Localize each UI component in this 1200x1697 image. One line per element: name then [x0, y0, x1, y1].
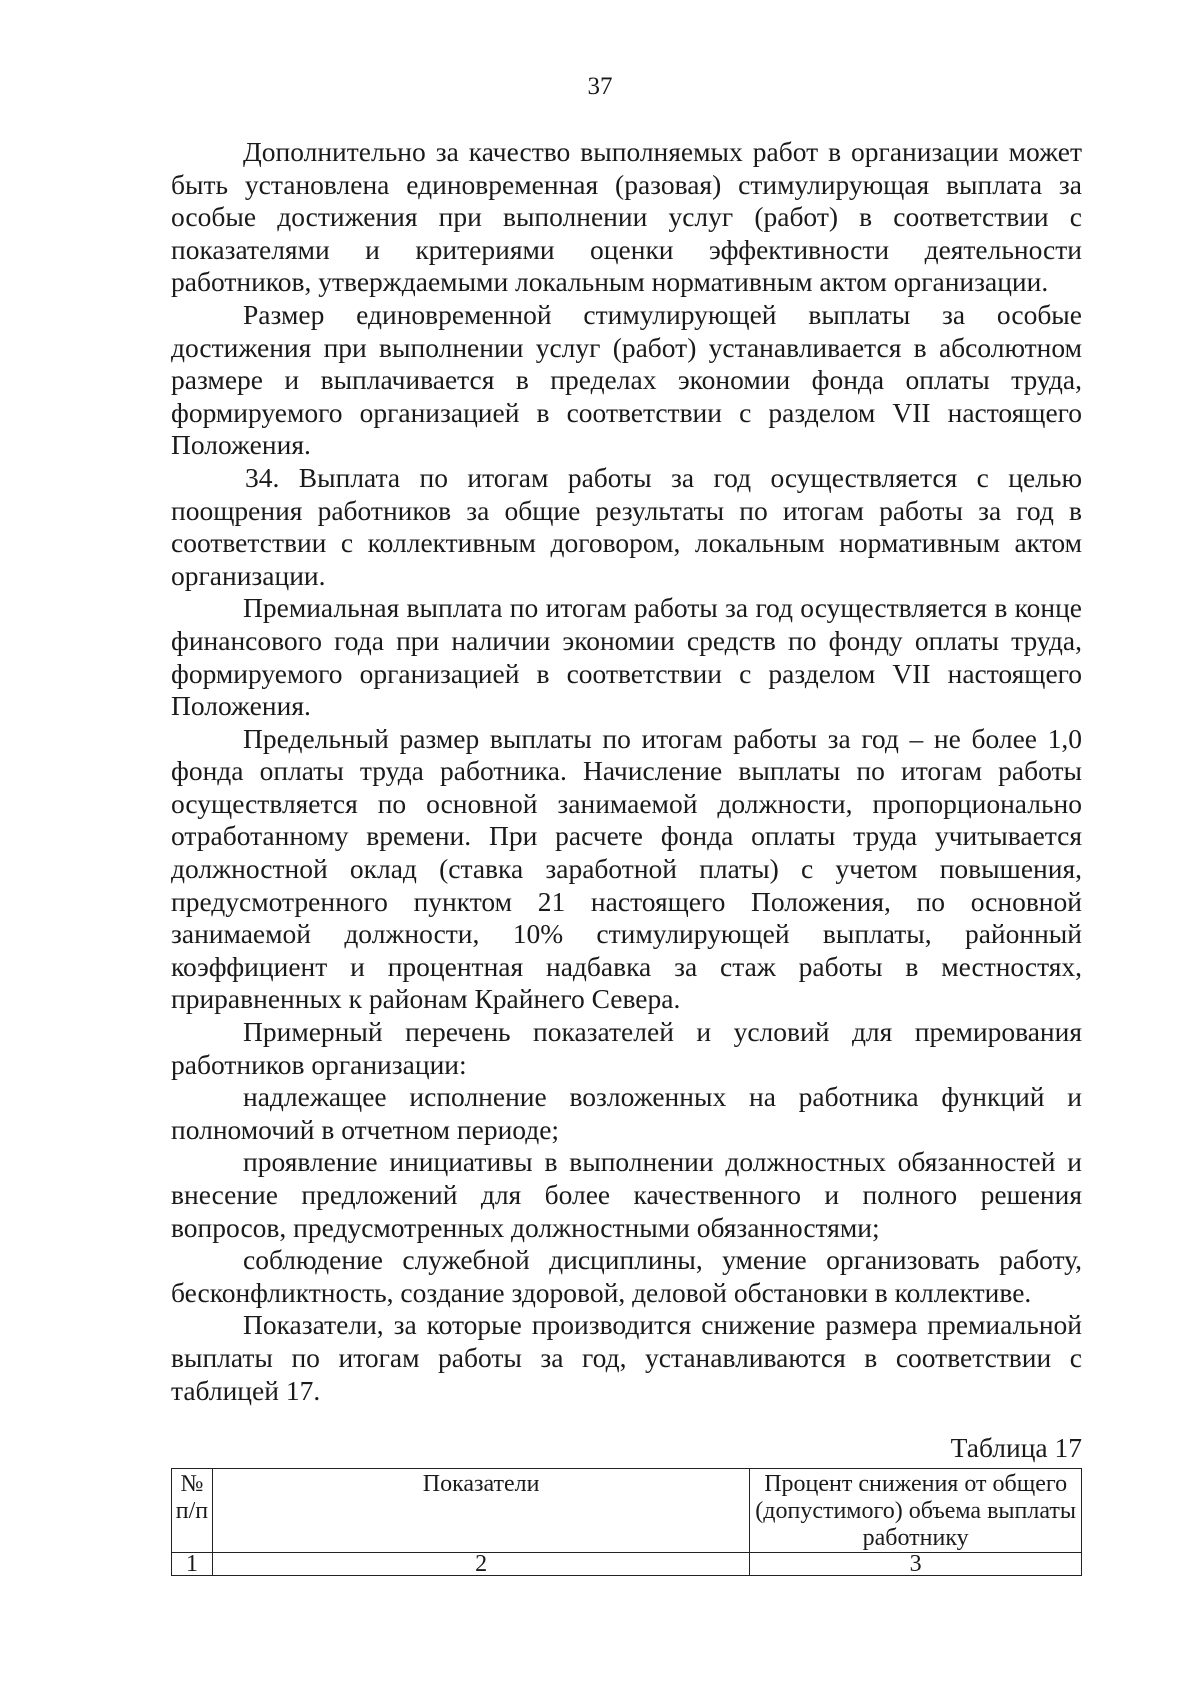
- table-caption: Таблица 17: [950, 1432, 1082, 1463]
- indicators-table: [171, 1468, 1082, 1576]
- paragraph: Предельный размер выплаты по итогам работы за год – не более 1,0 фонда оплаты труда работника. Начисление выплаты по итогам работы осуществляется по основной занимаемой должности, пропорционально отработанному времени. При расчете фонда оплаты труда учитывается должностной оклад (ставка заработной платы) с учетом повышения, предусмотренного пунктом 21 настоящего Положения, по основной занимаемой должности, 10% стимулирующей выплаты, районный коэффициент и процентная надбавка за стаж работы в местностях, приравненных к районам Крайнего Севера.: [171, 722, 1082, 1015]
- column-number-cell: 3: [750, 1553, 1082, 1576]
- header-cell-percent: Процент снижения от общего (допустимого) объема выплаты работнику: [750, 1469, 1082, 1553]
- column-number-cell: 1: [172, 1553, 213, 1576]
- document-body: [171, 136, 1082, 1407]
- column-number-cell: 2: [212, 1553, 749, 1576]
- header-cell-number: № п/п: [172, 1469, 213, 1553]
- paragraph: Примерный перечень показателей и условий для премирования работников организации:: [171, 1016, 1082, 1080]
- list-item: проявление инициативы в выполнении должностных обязанностей и внесение предложений для более качественного и полного решения вопросов, предусмотренных должностными обязанностями;: [171, 1146, 1082, 1243]
- paragraph-item-34: 34. Выплата по итогам работы за год осуществляется с целью поощрения работников за общие результаты по итогам работы за год в соответствии с коллективным договором, локальным нормативным актом организации.: [171, 461, 1082, 591]
- paragraph: Размер единовременной стимулирующей выплаты за особые достижения при выполнении услуг (работ) устанавливается в абсолютном размере и выплачивается в пределах экономии фонда оплаты труда, формируемого организацией в соответствии с разделом VII настоящего Положения.: [171, 298, 1082, 461]
- page-number: 37: [587, 73, 613, 100]
- list-item: соблюдение служебной дисциплины, умение организовать работу, бесконфликтность, создание здоровой, деловой обстановки в коллективе.: [171, 1244, 1082, 1308]
- paragraph: Премиальная выплата по итогам работы за год осуществляется в конце финансового года при наличии экономии средств по фонду оплаты труда, формируемого организацией в соответствии с разделом VII настоящего Положения.: [171, 592, 1082, 722]
- paragraph: Дополнительно за качество выполняемых работ в организации может быть установлена единовременная (разовая) стимулирующая выплата за особые достижения при выполнении услуг (работ) в соответствии с показателями и критериями оценки эффективности деятельности работников, утверждаемыми локальным нормативным актом организации.: [171, 136, 1082, 298]
- table-header-row: [172, 1469, 1082, 1553]
- paragraph: Показатели, за которые производится снижение размера премиальной выплаты по итогам работы за год, устанавливаются в соответствии с таблицей 17.: [171, 1309, 1082, 1406]
- header-cell-indicators: Показатели: [212, 1469, 749, 1553]
- list-item: надлежащее исполнение возложенных на работника функций и полномочий в отчетном периоде;: [171, 1081, 1082, 1145]
- table-numbering-row: [172, 1553, 1082, 1576]
